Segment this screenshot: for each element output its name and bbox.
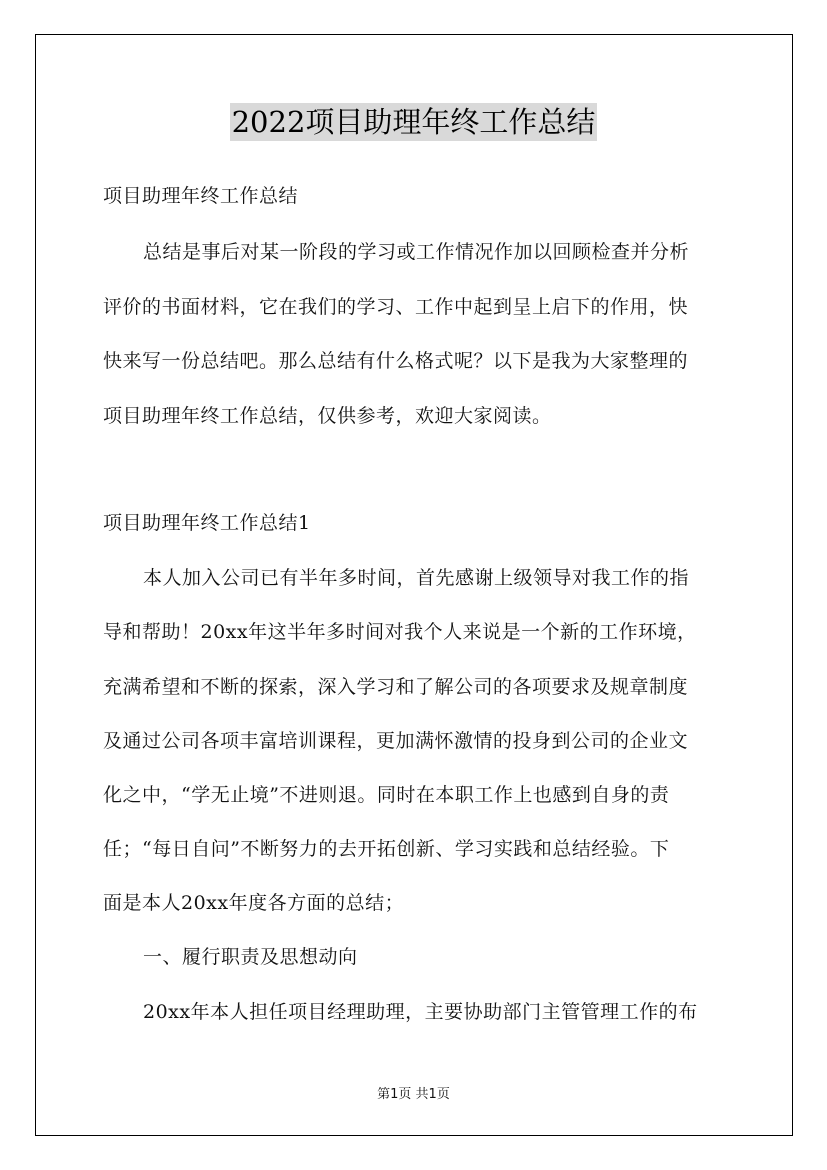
line-body-7: 面是本人20xx年度各方面的总结； bbox=[103, 892, 405, 914]
line-subheading: 一、履行职责及思想动向 bbox=[143, 946, 358, 968]
line-body-8: 20xx年本人担任项目经理助理，主要协助部门主管管理工作的布 bbox=[143, 1001, 698, 1023]
line-intro-1: 总结是事后对某一阶段的学习或工作情况作加以回顾检查并分析 bbox=[143, 241, 690, 263]
line-section-heading: 项目助理年终工作总结1 bbox=[103, 512, 311, 534]
line-intro-2: 评价的书面材料，它在我们的学习、工作中起到呈上启下的作用，快 bbox=[103, 296, 689, 318]
line-body-3: 充满希望和不断的探索，深入学习和了解公司的各项要求及规章制度 bbox=[103, 676, 689, 698]
line-intro-4: 项目助理年终工作总结，仅供参考，欢迎大家阅读。 bbox=[103, 405, 552, 427]
document-title-text: 2022项目助理年终工作总结 bbox=[231, 105, 596, 139]
line-body-6: 任；“每日自问”不断努力的去开拓创新、学习实践和总结经验。下 bbox=[103, 838, 670, 860]
page-footer: 第1页 共1页 bbox=[377, 1087, 450, 1102]
line-subtitle: 项目助理年终工作总结 bbox=[103, 185, 299, 207]
line-body-1: 本人加入公司已有半年多时间，首先感谢上级领导对我工作的指 bbox=[143, 567, 690, 589]
line-intro-3: 快来写一份总结吧。那么总结有什么格式呢？以下是我为大家整理的 bbox=[103, 350, 689, 372]
line-body-2: 导和帮助！20xx年这半年多时间对我个人来说是一个新的工作环境， bbox=[103, 621, 697, 643]
line-body-4: 及通过公司各项丰富培训课程，更加满怀激情的投身到公司的企业文 bbox=[103, 730, 689, 752]
line-body-5: 化之中，“学无止境”不进则退。同时在本职工作上也感到自身的责 bbox=[103, 784, 670, 806]
document-title bbox=[0, 100, 827, 141]
